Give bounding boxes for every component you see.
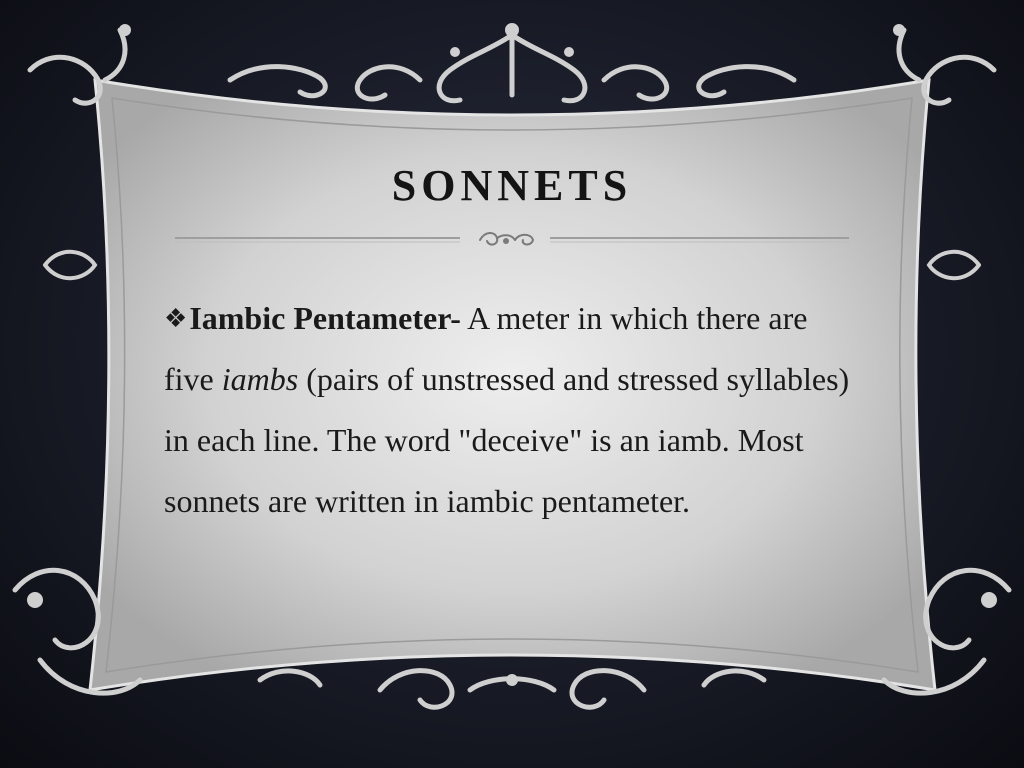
bullet-text-part-1: A meter in which there are five (164, 300, 808, 397)
divider-scroll-icon (480, 233, 533, 245)
bullet-diamond-icon: ❖ (164, 304, 188, 333)
bullet-emphasis: iambs (221, 361, 299, 397)
right-side-accent-icon (929, 252, 979, 278)
top-flourish-icon (230, 23, 794, 101)
bottom-flourish-icon (260, 671, 764, 708)
bullet-term: Iambic Pentameter- (189, 300, 461, 336)
bullet-paragraph (164, 288, 864, 532)
bullet-text-part-2: (pairs of unstressed and stressed syllables) in each line. The word "deceive" is an iamb. Most sonnets are written in iambic pentameter. (164, 361, 850, 519)
left-side-accent-icon (45, 252, 95, 278)
title-divider (175, 225, 849, 255)
slide-title: SONNETS (391, 161, 633, 210)
